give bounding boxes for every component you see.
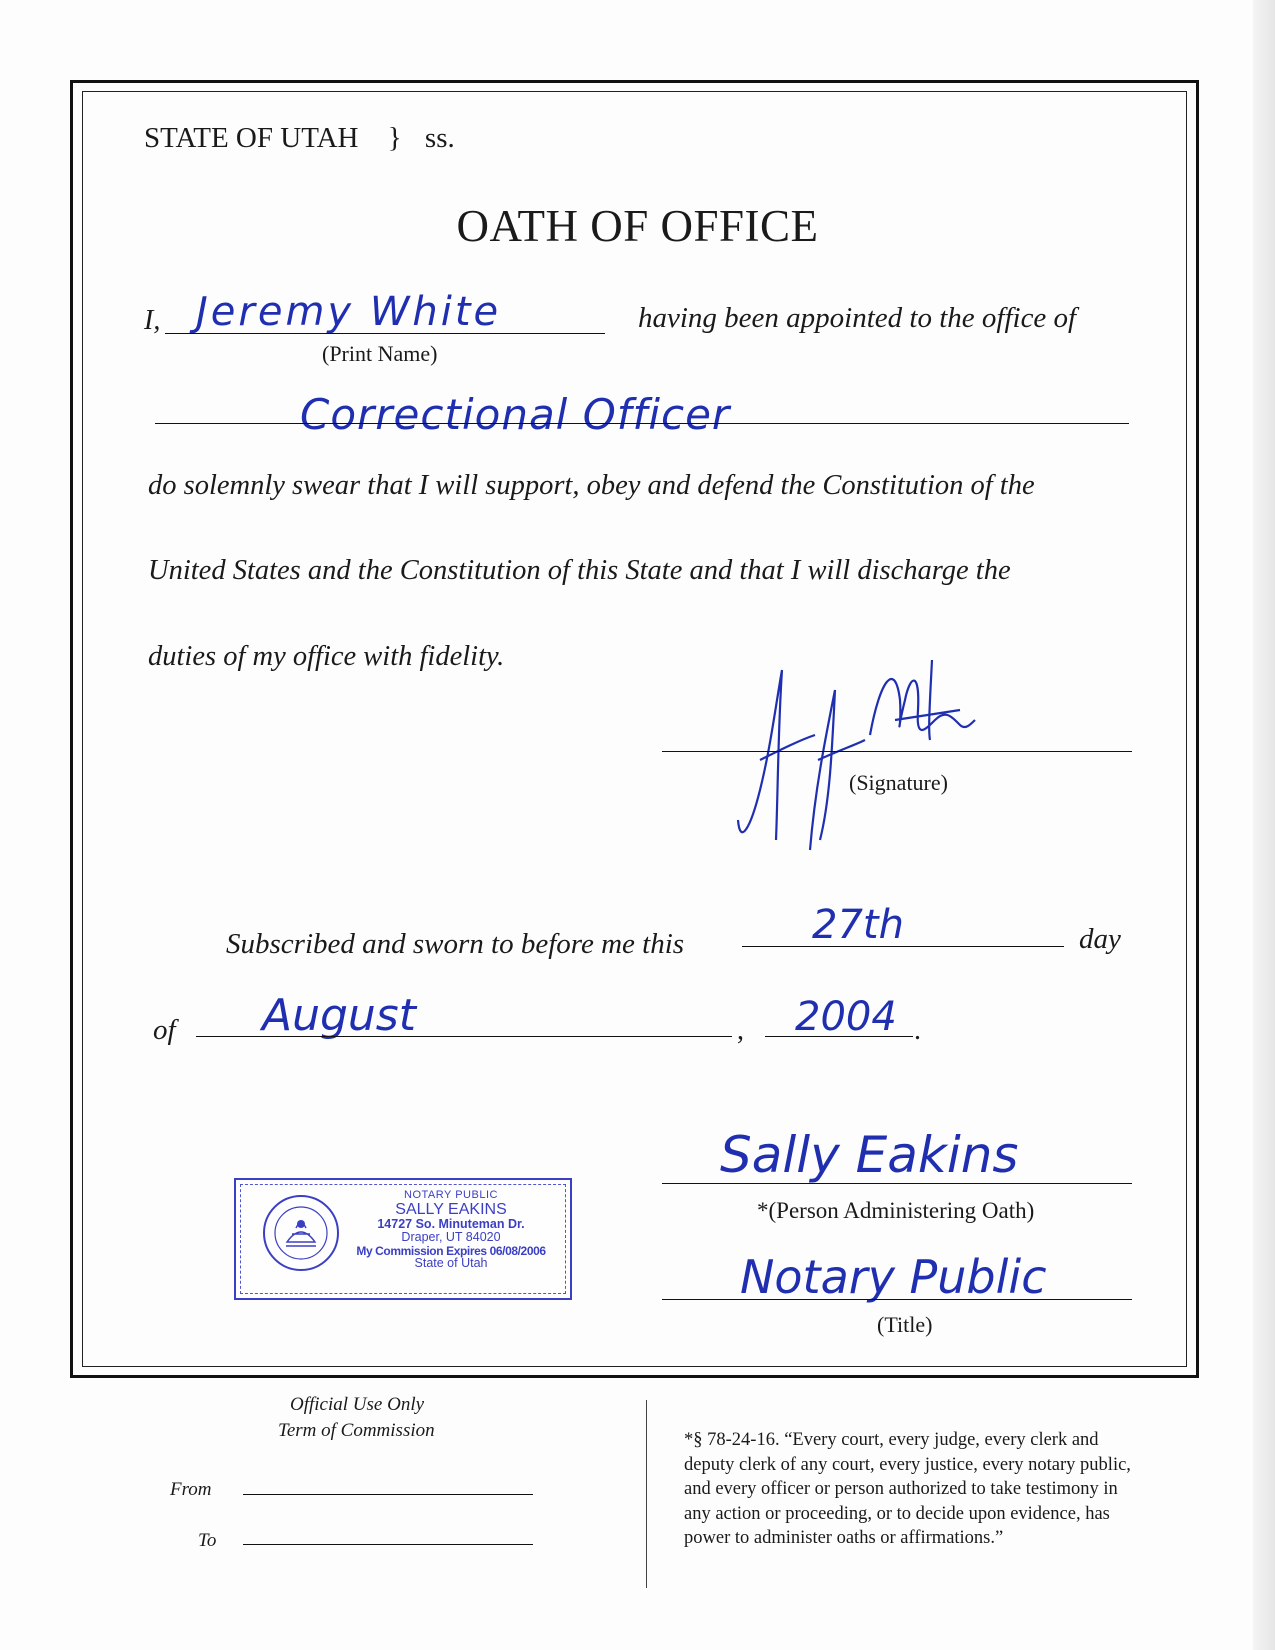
state-name: STATE OF UTAH: [144, 122, 359, 154]
title-value: Notary Public: [740, 1250, 1047, 1304]
date-period: .: [914, 1015, 921, 1046]
official-use-heading: Official Use Only: [290, 1394, 425, 1415]
affiant-signature: [720, 640, 1020, 870]
oath-body-line-2: United States and the Constitution of this State and that I will discharge the: [148, 555, 1011, 586]
subscribed-text: Subscribed and sworn to before me this: [226, 928, 685, 960]
stamp-line-5: My Commission Expires 06/08/2006: [356, 1243, 546, 1258]
administrator-line: [662, 1183, 1132, 1184]
venue-brace: }: [387, 122, 402, 154]
stamp-line-1: NOTARY PUBLIC: [404, 1189, 498, 1201]
day-underline: [742, 946, 1064, 947]
day-word: day: [1079, 923, 1121, 955]
document-border-inner: [82, 91, 1187, 1367]
month-value: August: [262, 990, 416, 1041]
from-line: [243, 1494, 533, 1495]
signature-caption: (Signature): [849, 770, 948, 795]
name-underline: [165, 333, 605, 334]
signature-line: [662, 751, 1132, 752]
administrator-caption: *(Person Administering Oath): [757, 1198, 1035, 1223]
month-underline: [196, 1036, 732, 1037]
venue-ss: ss.: [424, 122, 455, 154]
page-title: OATH OF OFFICE: [456, 201, 819, 251]
stamp-line-2: SALLY EAKINS: [395, 1200, 507, 1218]
utah-seal-icon: [262, 1194, 340, 1272]
office-underline: [155, 423, 1129, 424]
stamp-line-3: 14727 So. Minuteman Dr.: [377, 1217, 525, 1232]
title-caption: (Title): [877, 1312, 933, 1337]
footnote-line-5: power to administer oaths or affirmations.”: [684, 1528, 1004, 1548]
stamp-line-4: Draper, UT 84020: [401, 1230, 501, 1245]
footnote-line-4: any action or proceeding, or to decide upon evidence, has: [684, 1503, 1110, 1524]
stamp-line-6: State of Utah: [414, 1256, 488, 1271]
to-line: [243, 1544, 533, 1545]
from-label: From: [170, 1479, 212, 1500]
footnote-line-2: deputy clerk of any court, every justice, every notary public,: [684, 1454, 1131, 1475]
name-caption: (Print Name): [322, 341, 438, 366]
footnote-line-1: *§ 78-24-16. “Every court, every judge, every clerk and: [684, 1430, 1099, 1450]
footer-divider: [646, 1400, 647, 1588]
title-line: [662, 1299, 1132, 1300]
oath-body-line-1: do solemnly swear that I will support, obey and defend the Constitution of the: [148, 470, 1035, 501]
statute-footnote: [684, 1428, 1131, 1551]
notary-stamp: [234, 1178, 572, 1300]
term-heading: Term of Commission: [278, 1420, 435, 1441]
footnote-line-3: and every officer or person authorized to take testimony in: [684, 1479, 1118, 1499]
to-label: To: [198, 1530, 217, 1551]
day-value: 27th: [812, 902, 904, 948]
of-word: of: [153, 1014, 176, 1046]
office-value: Correctional Officer: [300, 390, 731, 439]
name-value: Jeremy White: [196, 289, 502, 335]
appointed-text: having been appointed to the office of: [638, 302, 1077, 334]
year-underline: [765, 1036, 913, 1037]
year-value: 2004: [795, 994, 897, 1040]
oath-body-line-3: duties of my office with fidelity.: [148, 641, 505, 672]
stamp-text-block: [356, 1190, 546, 1270]
date-comma: ,: [737, 1015, 744, 1046]
state-heading: [144, 122, 455, 155]
administrator-signature: Sally Eakins: [720, 1126, 1019, 1184]
oath-prefix: I,: [144, 305, 161, 336]
